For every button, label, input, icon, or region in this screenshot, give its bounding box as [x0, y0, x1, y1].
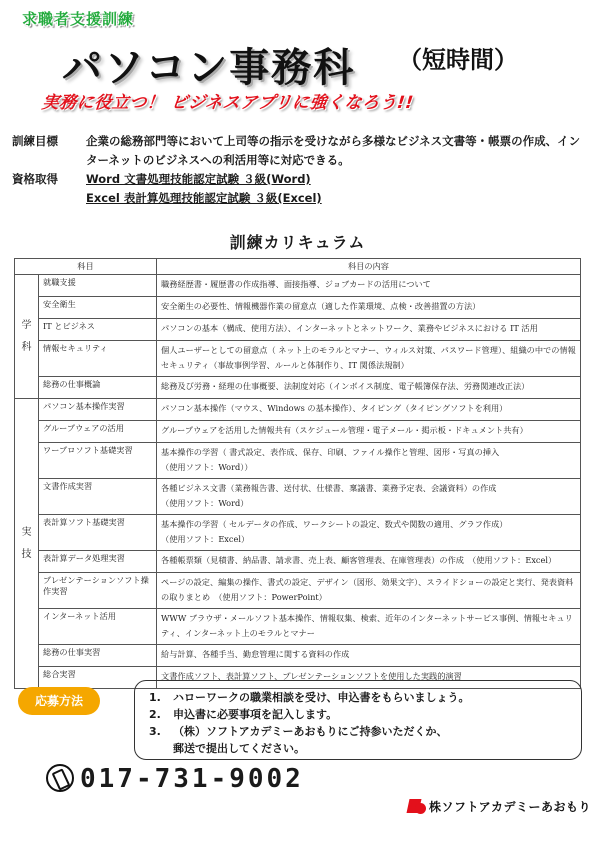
- table-row: [15, 645, 581, 667]
- content-cell: 給与計算、各種手当、勤怠管理に関する資料の作成: [157, 645, 581, 667]
- content-cell: WWW ブラウザ・メールソフト基本操作、情報収集、検索、近年のインターネットサービス事例、情報セキュリティ、インターネット上のモラルとマナー: [157, 609, 581, 645]
- curriculum-table: [14, 258, 581, 689]
- apply-step: [149, 706, 569, 723]
- subject-cell: 表計算データ処理実習: [39, 551, 157, 573]
- subject-cell: 総合実習: [39, 667, 157, 689]
- table-row: [15, 609, 581, 645]
- content-cell: パソコンの基本（構成、使用方法）、インターネットとネットワーク、業務やビジネスにおける IT 活用: [157, 319, 581, 341]
- subject-cell: インターネット活用: [39, 609, 157, 645]
- content-line: （使用ソフト：Word））: [161, 462, 253, 472]
- content-line: 基本操作の学習（ 書式設定、表作成、保存、印刷、ファイル操作と管理、図形・写真の挿入: [161, 447, 500, 457]
- content-cell: [157, 479, 581, 515]
- content-cell: 個人ユーザーとしての留意点（ ネット上のモラルとマナー、ウィルス対策、パスワード管理）、組織の中での情報セキュリティ（事故事例学習、ルールと体制作り、IT 関係法規制）: [157, 341, 581, 377]
- cert-list: [86, 170, 587, 208]
- table-header-row: [15, 259, 581, 275]
- col-header-content: 科目の内容: [157, 259, 581, 275]
- content-cell: [157, 515, 581, 551]
- table-row: [15, 319, 581, 341]
- apply-steps-box: [134, 680, 582, 760]
- step-text: 郵送で提出してください。: [173, 742, 305, 755]
- step-number: 2.: [149, 708, 161, 721]
- objective-text: 企業の総務部門等において上司等の指示を受けながら多様なビジネス文書等・帳票の作成、インターネットのビジネスへの利活用等に対応できる。: [86, 134, 581, 167]
- subject-cell: グループウェアの活用: [39, 421, 157, 443]
- table-row: [15, 551, 581, 573]
- apply-step: [149, 723, 569, 740]
- table-row: [15, 479, 581, 515]
- objective-label: 訓練目標: [12, 134, 58, 148]
- step-text: ハローワークの職業相談を受け、申込書をもらいましょう。: [173, 691, 470, 704]
- company-name: 株ソフトアカデミーあおもり: [429, 799, 592, 814]
- cert-word: Word 文書処理技能認定試験 ３級(Word): [86, 172, 311, 186]
- table-row: [15, 573, 581, 609]
- cert-label: 資格取得: [12, 172, 58, 186]
- table-row: [15, 297, 581, 319]
- subject-cell: IT とビジネス: [39, 319, 157, 341]
- table-row: [15, 341, 581, 377]
- objective-row: [12, 132, 587, 170]
- step-number: 1.: [149, 691, 161, 704]
- content-cell: 職務経歴書・履歴書の作成指導、面接指導、ジョブカードの活用について: [157, 275, 581, 297]
- apply-method-badge: 応募方法: [18, 687, 100, 715]
- subject-cell: 文書作成実習: [39, 479, 157, 515]
- content-line: （使用ソフト：Excel）: [161, 534, 250, 544]
- page-title: パソコン事務科: [62, 45, 356, 91]
- step-number: [149, 740, 173, 757]
- col-header-subject: 科目: [15, 259, 157, 275]
- step-text: （株）ソフトアカデミーあおもりにご持参いただくか、: [173, 725, 448, 738]
- content-line: 基本操作の学習（ セルデータの作成、ワークシートの設定、数式や関数の適用、グラフ作成）: [161, 519, 508, 529]
- table-row: [15, 421, 581, 443]
- content-cell: パソコン基本操作（マウス、Windows の基本操作）、タイピング（タイピングソフトを利用）: [157, 399, 581, 421]
- subject-cell: プレゼンテーションソフト操作実習: [39, 573, 157, 609]
- subject-cell: 就職支援: [39, 275, 157, 297]
- content-cell: 安全衛生の必要性、情報機器作業の留意点（適した作業環境、点検・改善措置の方法）: [157, 297, 581, 319]
- content-cell: 総務及び労務・経理の仕事概要、法制度対応（インボイス制度、電子帳簿保存法、労務関連改正法）: [157, 377, 581, 399]
- content-cell: [157, 443, 581, 479]
- content-cell: ページの設定、編集の操作、書式の設定、デザイン（図形、効果文字）、スライドショーの設定と実行、発表資料の取りまとめ （使用ソフト：PowerPoint）: [157, 573, 581, 609]
- content-cell: 文書作成ソフト、表計算ソフト、プレゼンテーションソフトを使用した実践的演習: [157, 667, 581, 689]
- subject-cell: 表計算ソフト基礎実習: [39, 515, 157, 551]
- cert-excel: Excel 表計算処理技能認定試験 ３級(Excel): [86, 191, 322, 205]
- company-logo: [408, 797, 591, 815]
- content-cell: 各種帳票類（見積書、納品書、請求書、売上表、顧客管理表、在庫管理表）の作成 （使用ソフト：Excel）: [157, 551, 581, 573]
- table-row: [15, 443, 581, 479]
- subject-cell: 総務の仕事概論: [39, 377, 157, 399]
- phone-number[interactable]: 017-731-9002: [80, 764, 304, 794]
- content-cell: グループウェアを活用した情報共有（スケジュール管理・電子メール・掲示板・ドキュメント共有）: [157, 421, 581, 443]
- content-line: 各種ビジネス文書（業務報告書、送付状、仕様書、稟議書、業務予定表、会議資料）の作成: [161, 483, 497, 493]
- curriculum-title: 訓練カリキュラム: [229, 233, 366, 252]
- company-logo-icon: [408, 797, 426, 815]
- step-text: 申込書に必要事項を記入します。: [173, 708, 338, 721]
- table-row: [15, 399, 581, 421]
- cert-row: [12, 170, 587, 208]
- page-subtitle: （短時間）: [398, 46, 518, 74]
- goals-section: [12, 132, 587, 208]
- apply-step: [149, 689, 569, 706]
- subject-cell: 総務の仕事実習: [39, 645, 157, 667]
- content-line: （使用ソフト：Word）: [161, 498, 249, 508]
- program-tag: 求職者支援訓練: [22, 10, 135, 28]
- category-lecture: 学 科: [15, 275, 39, 399]
- table-row: [15, 275, 581, 297]
- subject-cell: 情報セキュリティ: [39, 341, 157, 377]
- phone-icon: [46, 764, 74, 792]
- subject-cell: 安全衛生: [39, 297, 157, 319]
- table-row: [15, 377, 581, 399]
- category-practical: 実 技: [15, 399, 39, 689]
- apply-step: [149, 740, 569, 757]
- step-number: 3.: [149, 725, 161, 738]
- subject-cell: パソコン基本操作実習: [39, 399, 157, 421]
- table-row: [15, 515, 581, 551]
- tagline: 実務に役立つ！ ビジネスアプリに強くなろう!!: [40, 93, 415, 113]
- subject-cell: ワープロソフト基礎実習: [39, 443, 157, 479]
